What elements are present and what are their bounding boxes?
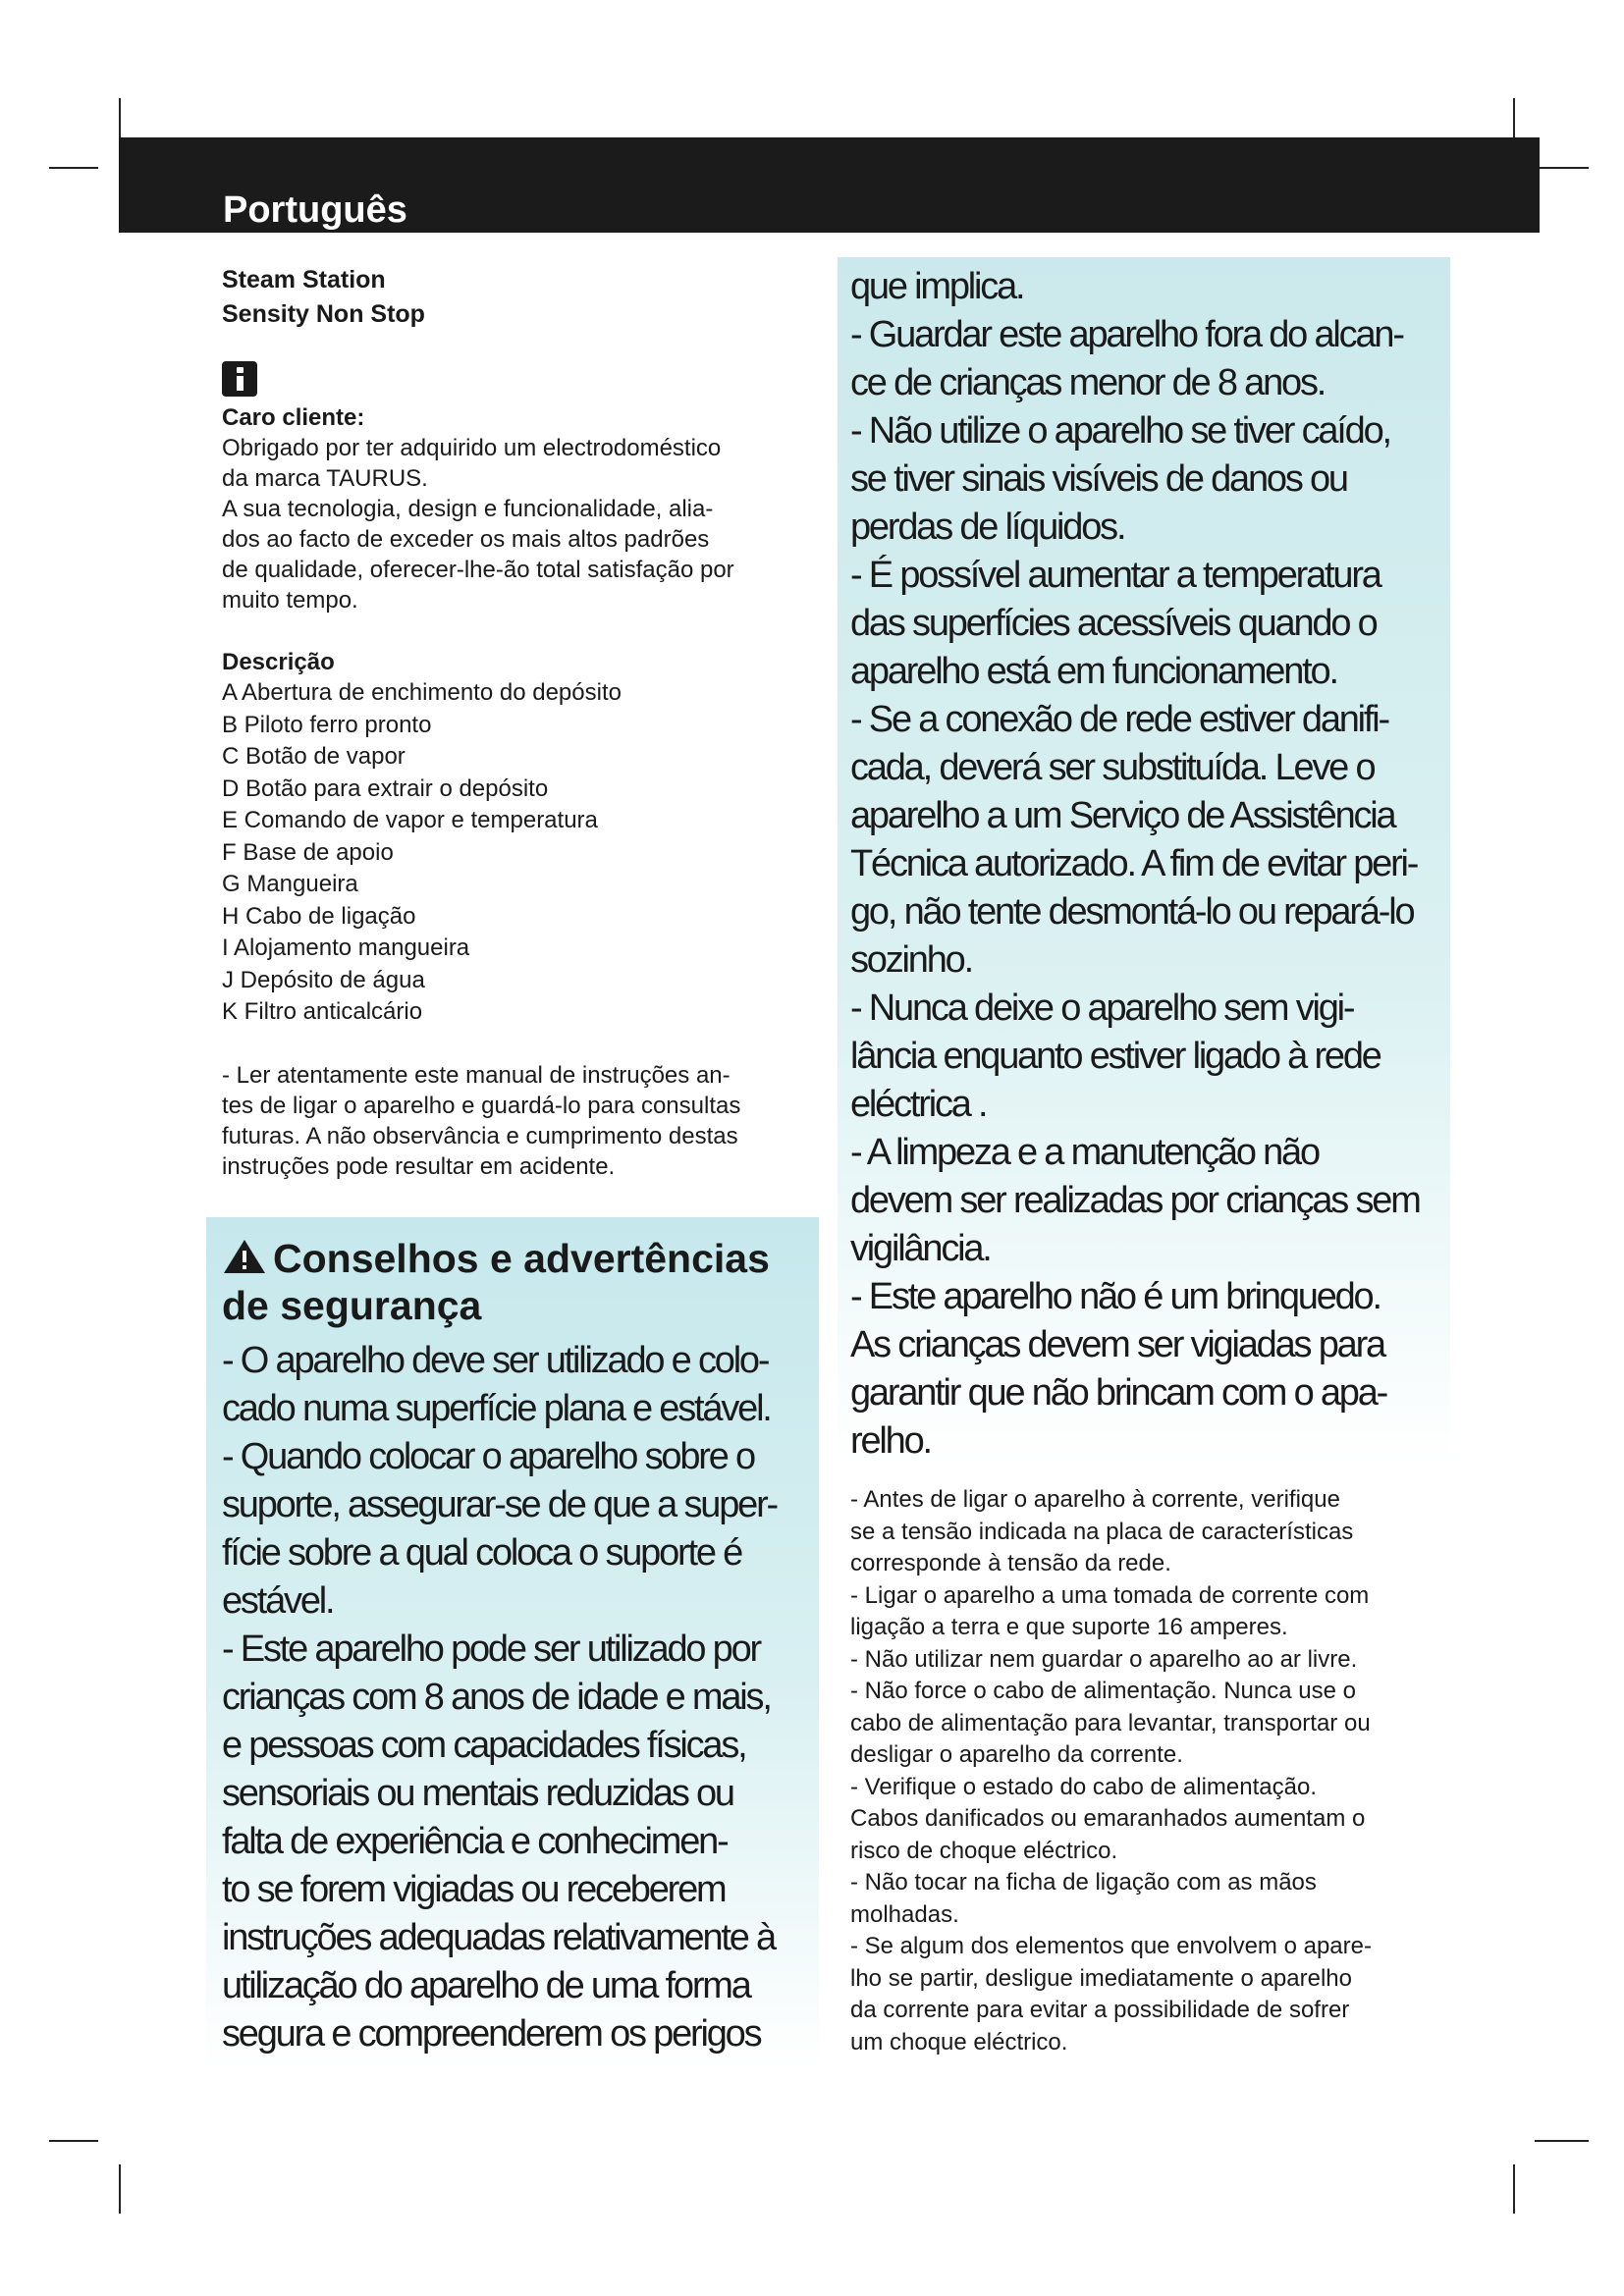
list-item: J Depósito de água bbox=[222, 966, 425, 993]
safety-text-right bbox=[850, 263, 1450, 1466]
electrical-line: um choque eléctrico. bbox=[850, 2028, 1068, 2056]
intro-note bbox=[222, 1060, 811, 1182]
safety-box-left bbox=[206, 1217, 819, 2067]
electrical-line: - Não tocar na ficha de ligação com as mãos bbox=[850, 1869, 1317, 1896]
electrical-line: - Verifique o estado do cabo de alimentação. bbox=[850, 1773, 1317, 1800]
description-title: Descrição bbox=[222, 649, 335, 675]
page-title: Português bbox=[223, 189, 407, 231]
safety-line: - Este aparelho não é um brinquedo. bbox=[850, 1276, 1380, 1317]
safety-line: devem ser realizadas por crianças sem bbox=[850, 1180, 1420, 1221]
product-model: Sensity Non Stop bbox=[222, 300, 425, 328]
electrical-line: cabo de alimentação para levantar, transportar ou bbox=[850, 1709, 1371, 1736]
safety-box-right bbox=[838, 257, 1450, 1465]
safety-line: - A limpeza e a manutenção não bbox=[850, 1132, 1319, 1173]
safety-line: aparelho a um Serviço de Assistência bbox=[850, 795, 1395, 836]
electrical-line: - Não utilizar nem guardar o aparelho ao ar livre. bbox=[850, 1645, 1358, 1673]
electrical-line: molhadas. bbox=[850, 1900, 959, 1928]
safety-line: - É possível aumentar a temperatura bbox=[850, 555, 1380, 596]
list-item: G Mangueira bbox=[222, 871, 358, 897]
electrical-line: - Antes de ligar o aparelho à corrente, verifique bbox=[850, 1486, 1340, 1513]
greeting-line: da marca TAURUS. bbox=[222, 465, 428, 492]
electrical-line: desligar o aparelho da corrente. bbox=[850, 1741, 1183, 1768]
safety-line: - O aparelho deve ser utilizado e colo- bbox=[222, 1340, 769, 1381]
greeting-line: A sua tecnologia, design e funcionalidade, alia- bbox=[222, 496, 714, 522]
list-item: K Filtro anticalcário bbox=[222, 998, 423, 1025]
safety-line: fície sobre a qual coloca o suporte é bbox=[222, 1532, 742, 1574]
header-bar bbox=[119, 137, 1540, 233]
safety-line: relho. bbox=[850, 1420, 931, 1462]
greeting-line: de qualidade, oferecer-lhe-ão total satisfação por bbox=[222, 557, 734, 583]
description-list bbox=[222, 677, 811, 1029]
electrical-line: ligação a terra e que suporte 16 amperes. bbox=[850, 1614, 1288, 1640]
electrical-line: - Se algum dos elementos que envolvem o apare- bbox=[850, 1933, 1372, 1959]
safety-line: - Se a conexão de rede estiver danifi- bbox=[850, 699, 1388, 740]
safety-text-left bbox=[222, 1337, 819, 2058]
info-icon bbox=[222, 361, 257, 397]
safety-line: que implica. bbox=[850, 266, 1024, 307]
safety-line: crianças com 8 anos de idade e mais, bbox=[222, 1677, 771, 1718]
safety-line: - Quando colocar o aparelho sobre o bbox=[222, 1436, 754, 1477]
electrical-line: - Ligar o aparelho a uma tomada de corrente com bbox=[850, 1581, 1370, 1609]
crop-mark bbox=[1535, 167, 1589, 169]
list-item: D Botão para extrair o depósito bbox=[222, 774, 549, 802]
safety-line: cada, deverá ser substituída. Leve o bbox=[850, 747, 1375, 788]
electrical-line: corresponde à tensão da rede. bbox=[850, 1550, 1171, 1576]
greeting-line: dos ao facto de exceder os mais altos padrões bbox=[222, 526, 710, 553]
safety-title-line: de segurança bbox=[222, 1283, 482, 1328]
safety-line: - Não utilize o aparelho se tiver caído, bbox=[850, 410, 1390, 452]
safety-title-line: Conselhos e advertências bbox=[273, 1236, 770, 1281]
safety-line: ce de crianças menor de 8 anos. bbox=[850, 362, 1326, 403]
safety-line: sozinho. bbox=[850, 939, 972, 981]
greeting-title: Caro cliente: bbox=[222, 404, 365, 431]
list-item: F Base de apoio bbox=[222, 838, 394, 866]
electrical-notes bbox=[850, 1484, 1449, 2058]
safety-line: lância enquanto estiver ligado à rede bbox=[850, 1036, 1380, 1077]
list-item: E Comando de vapor e temperatura bbox=[222, 807, 598, 833]
safety-line: estável. bbox=[222, 1580, 334, 1622]
electrical-line: lho se partir, desligue imediatamente o aparelho bbox=[850, 1964, 1352, 1992]
left-column bbox=[222, 263, 811, 1182]
warning-icon bbox=[222, 1238, 267, 1275]
safety-line: falta de experiência e conhecimen- bbox=[222, 1821, 728, 1862]
safety-line: das superfícies acessíveis quando o bbox=[850, 603, 1377, 644]
electrical-line: risco de choque eléctrico. bbox=[850, 1837, 1118, 1864]
list-item: H Cabo de ligação bbox=[222, 902, 416, 930]
safety-line: eléctrica . bbox=[850, 1084, 987, 1125]
safety-line: aparelho está em funcionamento. bbox=[850, 651, 1337, 692]
crop-mark bbox=[49, 167, 98, 169]
list-item: C Botão de vapor bbox=[222, 743, 406, 770]
safety-line: - Guardar este aparelho fora do alcan- bbox=[850, 314, 1403, 355]
safety-line: to se forem vigiadas ou receberem bbox=[222, 1869, 726, 1910]
greeting-line: Obrigado por ter adquirido um electrodoméstico bbox=[222, 435, 722, 461]
greeting-line: muito tempo. bbox=[222, 587, 358, 614]
list-item: I Alojamento mangueira bbox=[222, 934, 470, 961]
crop-mark bbox=[1535, 2140, 1589, 2142]
safety-title bbox=[222, 1235, 819, 1329]
electrical-line: se a tensão indicada na placa de características bbox=[850, 1518, 1354, 1545]
crop-mark bbox=[1513, 2164, 1515, 2214]
safety-line: suporte, assegurar-se de que a super- bbox=[222, 1484, 777, 1525]
product-name: Steam Station bbox=[222, 266, 386, 294]
safety-line: se tiver sinais visíveis de danos ou bbox=[850, 458, 1347, 500]
safety-line: As crianças devem ser vigiadas para bbox=[850, 1324, 1384, 1365]
list-item: A Abertura de enchimento do depósito bbox=[222, 679, 622, 706]
electrical-line: Cabos danificados ou emaranhados aumentam o bbox=[850, 1805, 1366, 1832]
safety-line: segura e compreenderem os perigos bbox=[222, 2013, 761, 2055]
note-line: instruções pode resultar em acidente. bbox=[222, 1152, 616, 1180]
electrical-line: - Não force o cabo de alimentação. Nunca use o bbox=[850, 1678, 1356, 1704]
safety-line: go, não tente desmontá-lo ou repará-lo bbox=[850, 891, 1414, 933]
safety-line: Técnica autorizado. A fim de evitar peri- bbox=[850, 843, 1418, 884]
safety-line: garantir que não brincam com o apa- bbox=[850, 1372, 1387, 1414]
safety-line: e pessoas com capacidades físicas, bbox=[222, 1725, 746, 1766]
safety-line: cado numa superfície plana e estável. bbox=[222, 1388, 771, 1429]
crop-mark bbox=[49, 2140, 98, 2142]
safety-line: vigilância. bbox=[850, 1228, 991, 1269]
list-item: B Piloto ferro pronto bbox=[222, 711, 432, 738]
safety-line: sensoriais ou mentais reduzidas ou bbox=[222, 1773, 733, 1814]
safety-line: perdas de líquidos. bbox=[850, 507, 1125, 548]
safety-line: utilização do aparelho de uma forma bbox=[222, 1965, 750, 2006]
note-line: tes de ligar o aparelho e guardá-lo para consultas bbox=[222, 1092, 741, 1119]
safety-line: instruções adequadas relativamente à bbox=[222, 1917, 775, 1958]
electrical-line: da corrente para evitar a possibilidade de sofrer bbox=[850, 1997, 1350, 2023]
crop-mark bbox=[119, 2164, 121, 2214]
note-line: - Ler atentamente este manual de instruções an- bbox=[222, 1061, 731, 1089]
safety-line: - Este aparelho pode ser utilizado por bbox=[222, 1629, 761, 1670]
safety-line: - Nunca deixe o aparelho sem vigi- bbox=[850, 988, 1354, 1029]
note-line: futuras. A não observância e cumprimento destas bbox=[222, 1122, 738, 1149]
